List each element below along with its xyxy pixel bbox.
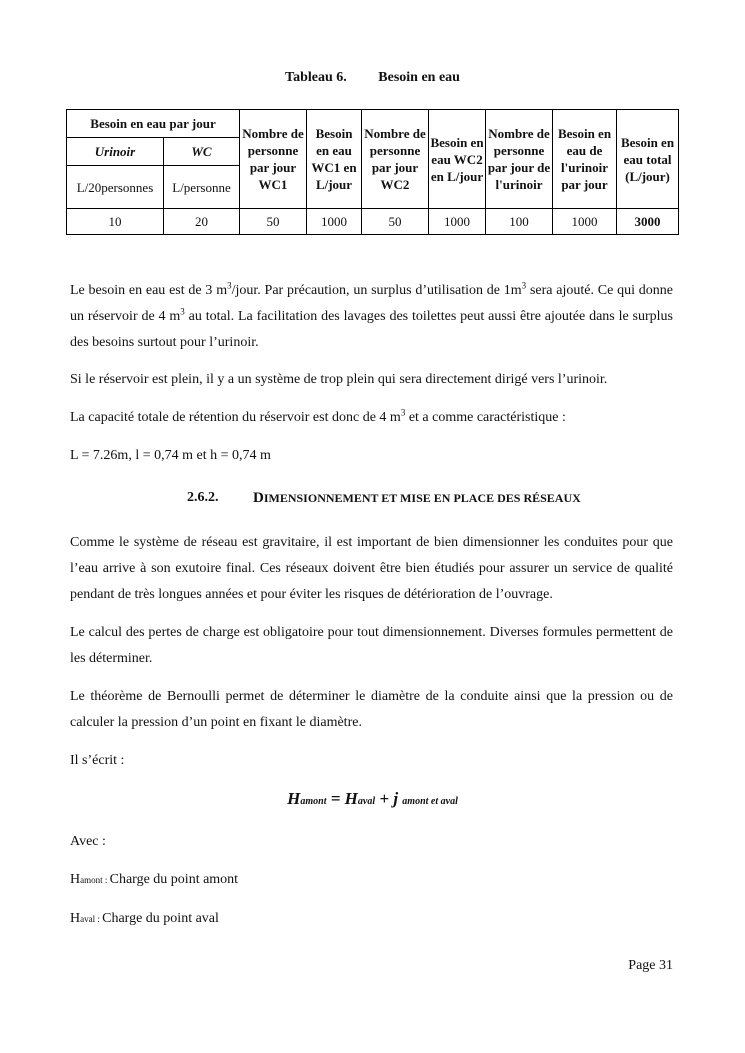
definition-h-aval: Haval : Charge du point aval — [70, 911, 219, 926]
bernoulli-formula: Hamont = Haval + j amont et aval — [287, 789, 458, 808]
paragraph-with: Avec : — [70, 834, 106, 849]
column-header: Nombre de personne par jour de l'urinoir — [486, 110, 553, 209]
section-title: DIMENSIONNEMENT ET MISE EN PLACE DES RÉSEAUX — [253, 490, 581, 506]
column-header: Besoin en eau WC2 en L/jour — [429, 110, 486, 209]
unit-cell: L/personne — [164, 166, 240, 209]
paragraph-bernoulli: Le théorème de Bernoulli permet de déterminer le diamètre de la conduite ainsi que la pression ou de calculer la pression d’un point en fixant le diamètre. — [70, 689, 673, 730]
paragraph-capacity: La capacité totale de rétention du réservoir est donc de 4 $m^3$ et a comme caractéristique : — [70, 407, 566, 425]
paragraph-formula-intro: Il s’écrit : — [70, 753, 125, 768]
table-cell: 20 — [164, 209, 240, 235]
caption-label: Tableau 6. — [285, 70, 347, 85]
table-cell: 1000 — [429, 209, 486, 235]
table-cell: 50 — [240, 209, 307, 235]
page-number: Page 31 — [628, 958, 673, 973]
section-number: 2.6.2. — [187, 490, 219, 505]
column-header: Nombre de personne par jour WC1 — [240, 110, 307, 209]
table-cell: 100 — [486, 209, 553, 235]
table-cell: 10 — [67, 209, 164, 235]
table-caption — [0, 70, 745, 86]
group-header: Besoin en eau par jour — [67, 110, 240, 138]
table-row — [67, 209, 679, 235]
water-needs-table — [66, 109, 679, 235]
paragraph-overflow: Si le réservoir est plein, il y a un système de trop plein qui sera directement dirigé vers l’urinoir. — [70, 372, 608, 387]
table-cell: 50 — [362, 209, 429, 235]
caption-title: Besoin en eau — [378, 70, 460, 85]
sub-header-wc: WC — [164, 138, 240, 166]
paragraph-gravity-network: Comme le système de réseau est gravitaire, il est important de bien dimensionner les conduites pour que l’eau arrive à son exutoire final. Ces réseaux doivent être bien étudiés pour assurer un service de qualité pendant de très longues années et pour éviter les risques de détérioration de l’ouvrage. — [70, 535, 673, 602]
sub-header-urinoir: Urinoir — [67, 138, 164, 166]
paragraph-dimensions: L = 7.26m, l = 0,74 m et h = 0,74 m — [70, 448, 271, 463]
definition-h-amont: Hamont : Charge du point amont — [70, 872, 239, 887]
unit-cell: L/20personnes — [67, 166, 164, 209]
table-header-row — [67, 110, 679, 138]
column-header: Besoin en eau total (L/jour) — [617, 110, 679, 209]
table-cell: 1000 — [553, 209, 617, 235]
column-header: Besoin en eau de l'urinoir par jour — [553, 110, 617, 209]
paragraph-water-need: Le besoin en eau est de 3 $m^3$/jour. Par précaution, un surplus d’utilisation de $1m^3$ sera ajouté. Ce qui donne un réservoir de 4 $m^3$ au total. La facilitation des lavages des toilettes peut aussi être ajoutée dans le surplus des besoins surtout pour l’urinoir. — [70, 280, 674, 350]
column-header: Besoin en eau WC1 en L/jour — [307, 110, 362, 209]
column-header: Nombre de personne par jour WC2 — [362, 110, 429, 209]
table-cell-total: 3000 — [617, 209, 679, 235]
paragraph-head-loss: Le calcul des pertes de charge est obligatoire pour tout dimensionnement. Diverses formules permettent de les déterminer. — [70, 625, 673, 666]
table-cell: 1000 — [307, 209, 362, 235]
